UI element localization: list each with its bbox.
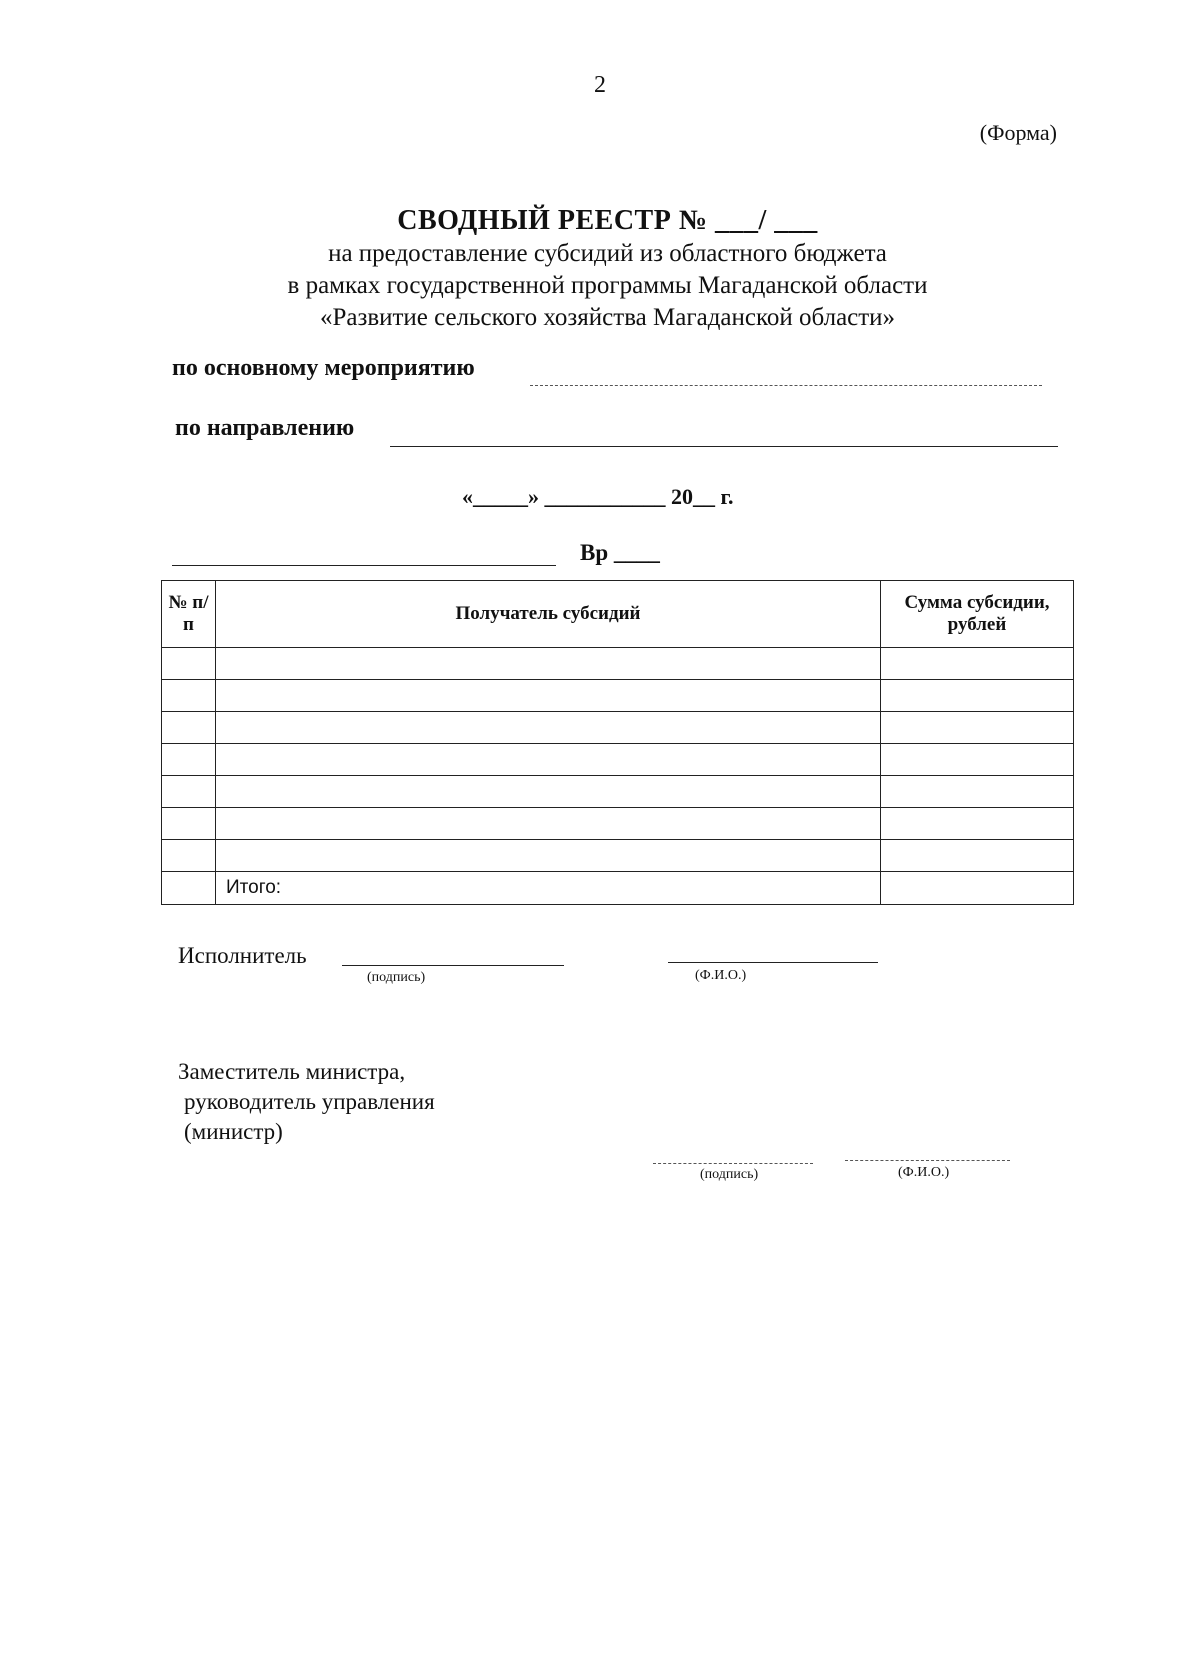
direction-input-line[interactable] (390, 446, 1058, 447)
main-event-label: по основному мероприятию (172, 355, 475, 381)
executor-label: Исполнитель (178, 943, 307, 968)
cell-recipient[interactable] (216, 712, 881, 744)
total-cell-amount[interactable] (881, 872, 1074, 905)
code-input-line[interactable] (172, 565, 556, 566)
subtitle-line-3: «Развитие сельского хозяйства Магаданской области» (319, 304, 896, 331)
cell-number[interactable] (162, 680, 216, 712)
table-row (162, 680, 1074, 712)
subtitle-line-2: в рамках государственной программы Магаданской области (287, 272, 928, 299)
cell-recipient[interactable] (216, 776, 881, 808)
cell-amount[interactable] (881, 808, 1074, 840)
header-recipient: Получатель субсидий (216, 581, 881, 648)
signer-title (178, 1057, 435, 1147)
header-number: № п/п (162, 581, 216, 648)
cell-number[interactable] (162, 776, 216, 808)
cell-number[interactable] (162, 712, 216, 744)
subtitle-line-1: на предоставление субсидий из областного бюджета (328, 240, 887, 267)
table-row (162, 808, 1074, 840)
table-row (162, 840, 1074, 872)
date-line: «_____» ___________ 20__ г. (462, 484, 734, 509)
cell-number[interactable] (162, 744, 216, 776)
cell-recipient[interactable] (216, 840, 881, 872)
total-row (162, 872, 1074, 905)
cell-amount[interactable] (881, 648, 1074, 680)
cell-amount[interactable] (881, 680, 1074, 712)
registry-table (161, 580, 1074, 905)
signer-line-1: Заместитель министра, (178, 1059, 406, 1084)
cell-number[interactable] (162, 808, 216, 840)
document-title: СВОДНЫЙ РЕЕСТР № ___/ ___ (397, 205, 818, 236)
cell-recipient[interactable] (216, 808, 881, 840)
header-amount: Сумма субсидии, рублей (881, 581, 1074, 648)
cell-recipient[interactable] (216, 680, 881, 712)
signer-signature-caption: (подпись) (700, 1167, 759, 1182)
signer-name-caption: (Ф.И.О.) (898, 1165, 950, 1180)
cell-recipient[interactable] (216, 648, 881, 680)
cell-number[interactable] (162, 840, 216, 872)
cell-number[interactable] (162, 648, 216, 680)
executor-name-line[interactable] (668, 962, 878, 963)
cell-amount[interactable] (881, 840, 1074, 872)
vr-label: Вр ____ (580, 540, 660, 565)
signer-name-line[interactable] (845, 1160, 1010, 1161)
table-row (162, 648, 1074, 680)
table-header-row (162, 581, 1074, 648)
table-row (162, 776, 1074, 808)
signer-line-3: (министр) (184, 1119, 283, 1144)
form-label: (Форма) (979, 120, 1057, 145)
page-number: 2 (594, 72, 606, 98)
signer-line-2: руководитель управления (184, 1089, 435, 1114)
executor-signature-line[interactable] (342, 965, 564, 966)
total-label: Итого: (216, 872, 881, 905)
table-row (162, 744, 1074, 776)
cell-amount[interactable] (881, 712, 1074, 744)
signer-signature-line[interactable] (653, 1163, 813, 1164)
executor-signature-caption: (подпись) (367, 970, 426, 985)
cell-amount[interactable] (881, 744, 1074, 776)
cell-recipient[interactable] (216, 744, 881, 776)
table-row (162, 712, 1074, 744)
direction-label: по направлению (175, 415, 355, 441)
main-event-input-line[interactable] (530, 385, 1042, 386)
total-cell-number (162, 872, 216, 905)
cell-amount[interactable] (881, 776, 1074, 808)
executor-name-caption: (Ф.И.О.) (695, 968, 747, 983)
